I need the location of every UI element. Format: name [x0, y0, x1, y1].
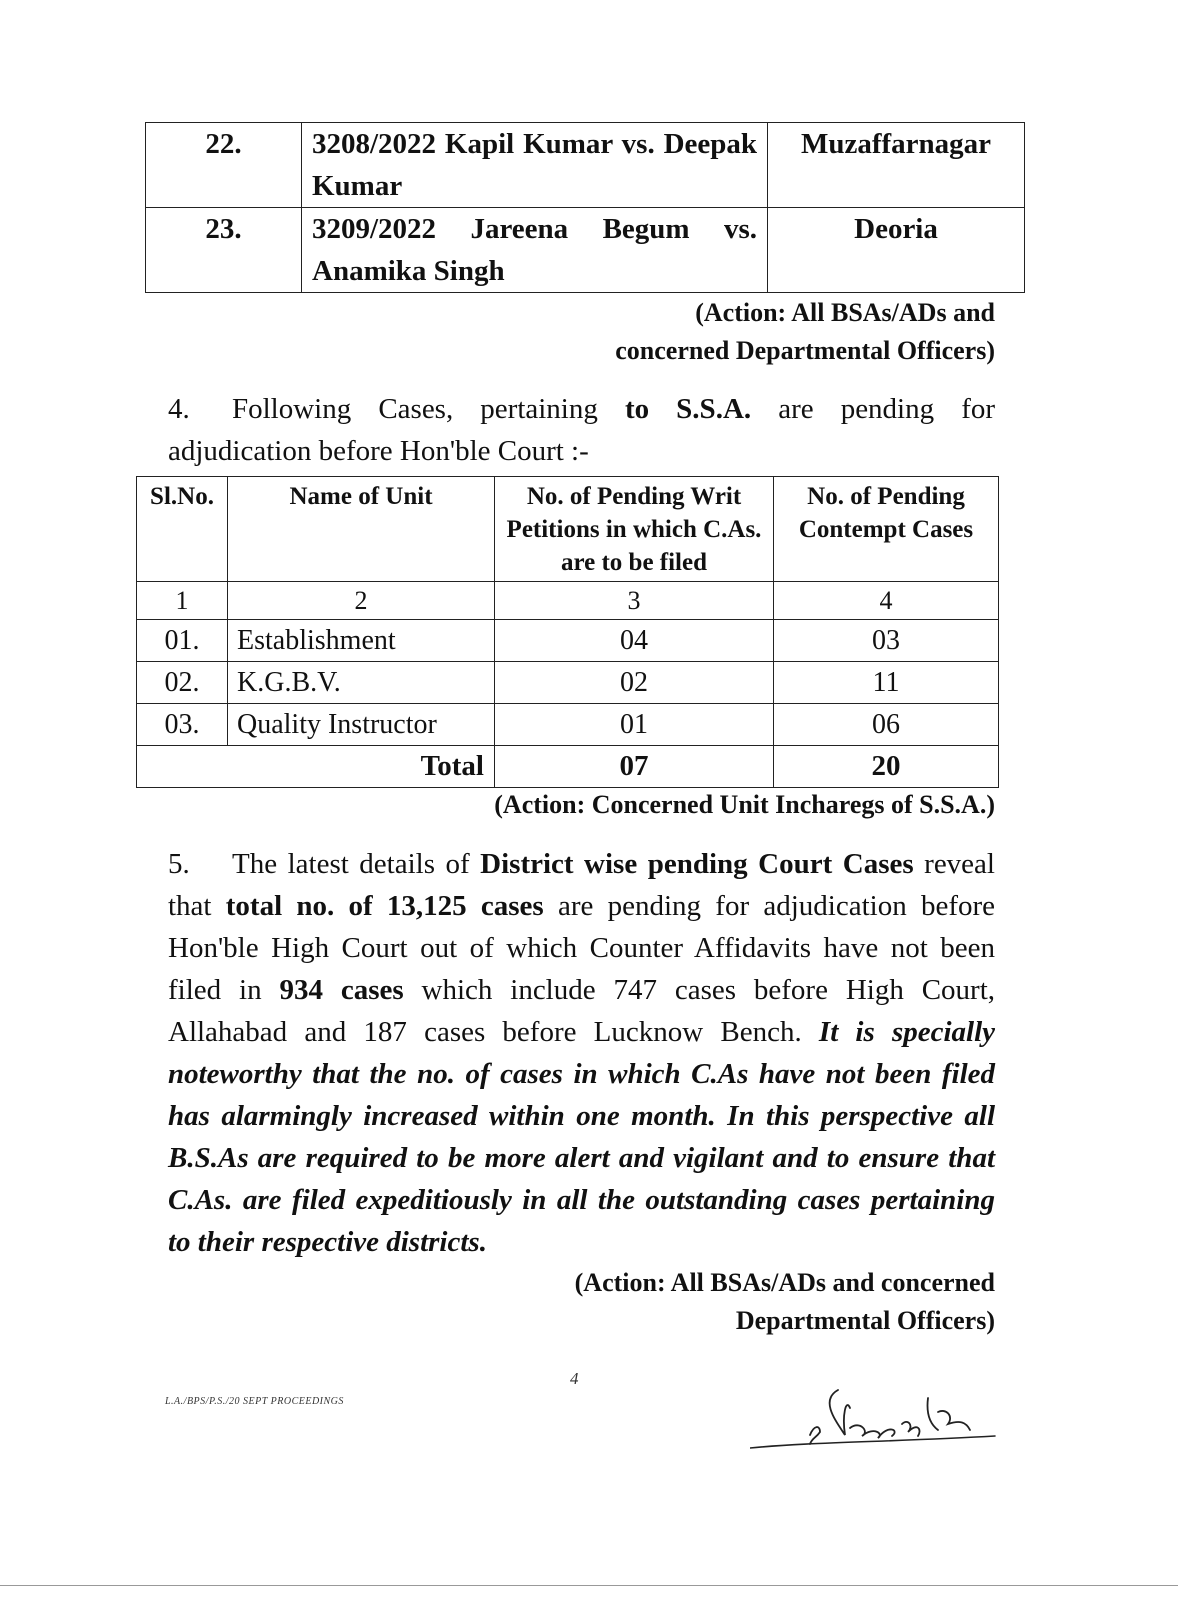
table-row: 01. Establishment 04 03 [137, 620, 999, 662]
ssa-pending-cases-table [136, 476, 999, 788]
footer-reference: L.A./BPS/P.S./20 SEPT PROCEEDINGS [165, 1396, 344, 1407]
header-writ: No. of Pending Writ Petitions in which C.As. are to be filed [495, 477, 774, 582]
table-row: 02. K.G.B.V. 02 11 [137, 662, 999, 704]
case-title: 3209/2022 Jareena Begum vs. Anamika Singh [302, 208, 768, 293]
case-district: Muzaffarnagar [768, 123, 1025, 208]
paragraph-5: 5. The latest details of District wise pending Court Cases reveal that total no. of 13,125 cases are pending for adjudication before Hon'ble High Court out of which Counter Affidavits have not been filed in 934 cases which include 747 cases before High Court, Allahabad and 187 cases before Lucknow Bench. It is specially noteworthy that the no. of cases in which C.As have not been filed has alarmingly increased within one month. In this perspective all B.S.As are required to be more alert and vigilant and to ensure that C.As. are filed expeditiously in all the outstanding cases pertaining to their respective districts. [168, 848, 996, 1258]
total-row: Total 07 20 [137, 746, 999, 788]
paragraph-4: 4. Following Cases, pertaining to S.S.A. are pending for adjudication before Hon'ble Court :- [168, 393, 996, 467]
table-row: 03. Quality Instructor 01 06 [137, 704, 999, 746]
case-serial: 23. [146, 208, 302, 293]
header-sl-no: Sl.No. [137, 477, 228, 582]
header-contempt: No. of Pending Contempt Cases [774, 477, 999, 582]
table-header-row [137, 477, 999, 582]
case-serial: 22. [146, 123, 302, 208]
pending-cases-table [145, 122, 1025, 293]
action-note-1: (Action: All BSAs/ADs and concerned Departmental Officers) [615, 298, 995, 365]
case-row [146, 123, 1025, 208]
action-note-3: (Action: All BSAs/ADs and concerned Departmental Officers) [574, 1268, 995, 1335]
column-index-row: 1 2 3 4 [137, 582, 999, 620]
case-row [146, 208, 1025, 293]
page-number: 4 [570, 1369, 579, 1388]
case-district: Deoria [768, 208, 1025, 293]
page-edge-line [0, 1585, 1178, 1586]
case-title: 3208/2022 Kapil Kumar vs. Deepak Kumar [302, 123, 768, 208]
signature [750, 1380, 1000, 1460]
action-note-2: (Action: Concerned Unit Incharegs of S.S.A.) [494, 790, 995, 819]
header-unit: Name of Unit [228, 477, 495, 582]
